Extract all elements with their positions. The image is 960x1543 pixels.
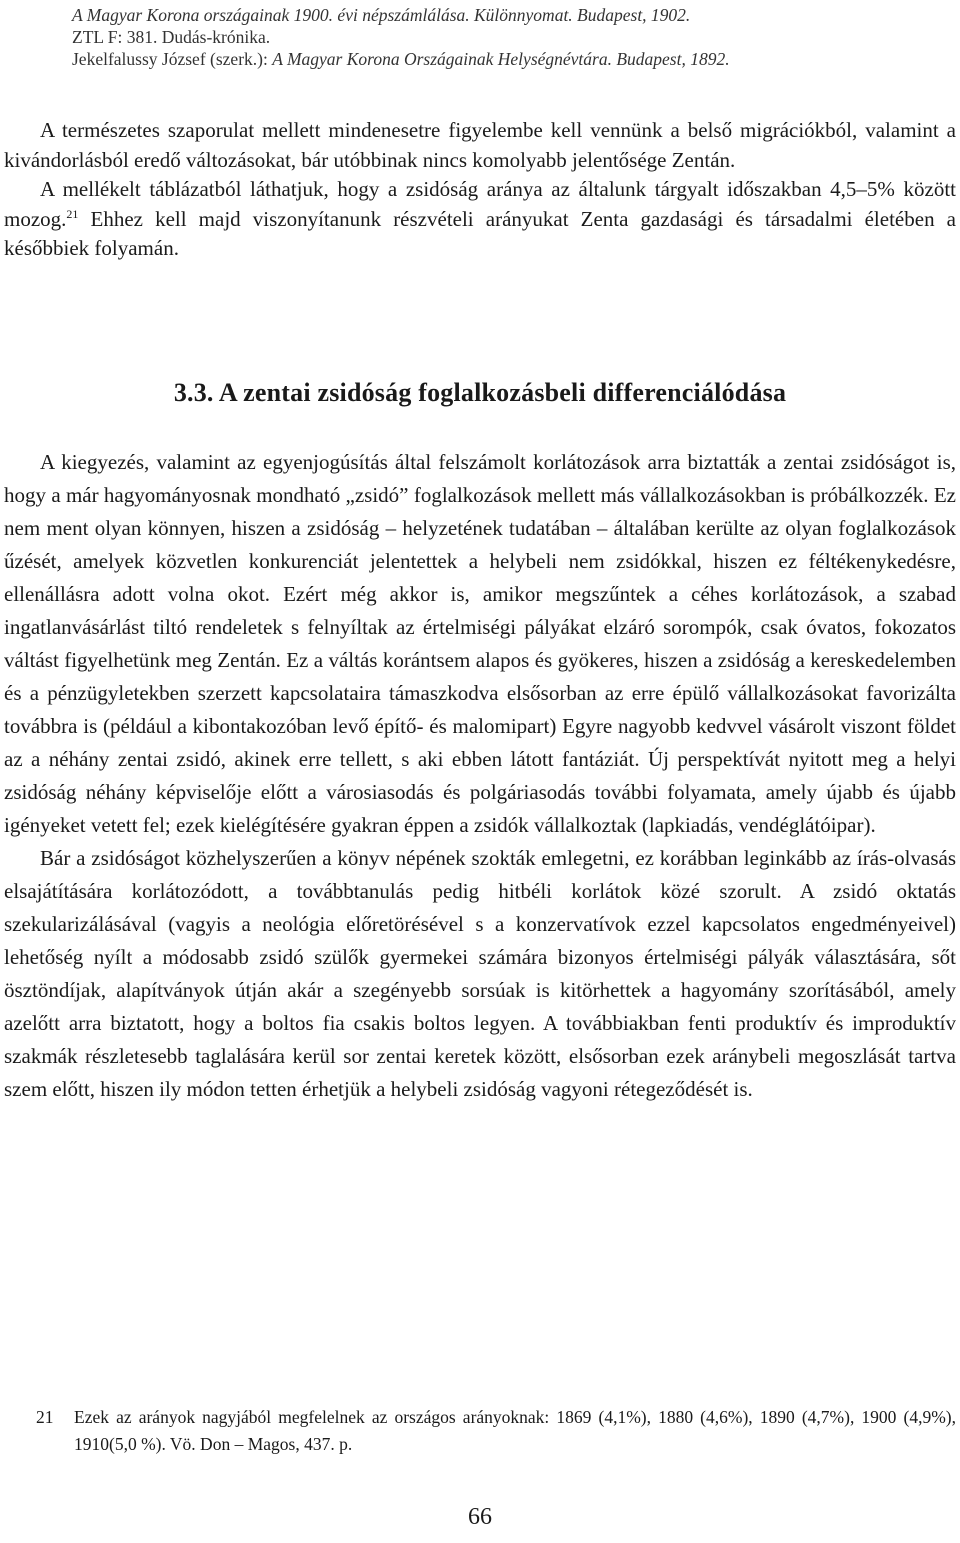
source-title: A Magyar Korona Országainak Helységnévtára. Budapest, 1892. (272, 49, 730, 69)
proportion-text-continued: Ehhez kell majd viszonyítanunk részvételi arányukat Zenta gazdasági és társadalmi életében a későbbiek folyamán. (4, 206, 956, 260)
footnote-reference[interactable]: 21 (66, 206, 79, 221)
intro-paragraph-proportion (4, 175, 956, 264)
body-paragraph-occupations: A kiegyezés, valamint az egyenjogúsítás által felszámolt korlátozások arra biztatták a zentai zsidóságot is, hogy a már hagyományosnak mondható „zsidó” foglalkozások mellett más vállalkozásokban is próbálkozzék. Ez nem ment olyan könnyen, hiszen a zsidóság – helyzetének tudatában – általában kerülte az olyan foglalkozások űzését, amelyek közvetlen konkurenciát jelentettek a helybeli nem zsidókkal, hiszen ez féltékenykedésre, ellenállásra adott volna okot. Ezért még akkor is, amikor megszűntek a céhes korlátozások, a szabad ingatlanvásárlást tiltó rendeletek s felnyíltak az értelmiségi pályákat elzáró sorompók, csak óvatos, fokozatos váltást figyelhetünk meg Zentán. Ez a váltás korántsem alapos és gyökeres, hiszen a zsidóság a kereskedelemben és a pénzügyletekben szerzett kapcsolataira támaszkodva elsősorban az erre épülő vállalkozásokat favorizálta továbbra is (például a kibontakozóban levő építő- és malomipart) Egyre nagyobb kedvvel vásárolt viszont földet az a néhány zentai zsidó, akinek erre tellett, s aki ebben látott fantáziát. Új perspektívát nyitott meg a helyi zsidóság néhány képviselője előtt a városiasodás és polgáriasodás további folyamata, amely újabb és újabb igényeket vetett fel; ezek kielégítésére gyakran éppen a zsidók vállalkoztak (lapkiadás, vendéglátóipar). (4, 450, 956, 837)
body-paragraph-education: Bár a zsidóságot közhelyszerűen a könyv népének szokták emlegetni, ez korábban leginkább az írás-olvasás elsajátítására korlátozódott, a továbbtanulás pedig hitbéli korlátok közé szorult. A zsidó oktatás szekularizálásával (vagyis a neológia előretörésével s a konzervatívok ezzel kapcsolatos engedményeivel) lehetőség nyílt a módosabb zsidó szülők gyermekei számára bizonyos értelmiségi pályák választására, sőt ösztöndíjak, alapítványok útján akár a szegényebb sorsúak is kitörhettek a hagyomány szorításából, amely azelőtt arra biztatott, hogy a boltos fia csakis boltos legyen. A továbbiakban fenti produktív és improduktív szakmák részletesebb taglalására kerül sor zentai keretek között, elsősorban ezek aránybeli megoszlását tartva szem előtt, hiszen ily módon tetten érhetjük a helybeli zsidóság vagyoni rétegeződését is. (4, 846, 956, 1101)
intro-paragraph-migration: A természetes szaporulat mellett mindenesetre figyelembe kell vennünk a belső migrációkból, valamint a kivándorlásból eredő változásokat, bár utóbbinak nincs komolyabb jelentősége Zentán. (4, 118, 956, 172)
source-line-chronicle: ZTL F: 381. Dudás-krónika. (72, 27, 271, 47)
source-list (72, 4, 932, 70)
source-line-census: A Magyar Korona országainak 1900. évi népszámlálása. Különnyomat. Budapest, 1902. (72, 5, 691, 25)
intro-text (4, 116, 956, 264)
page-number: 66 (468, 1504, 492, 1530)
footnote-text: Ezek az arányok nagyjából megfelelnek az országos arányoknak: 1869 (4,1%), 1880 (4,6%), 1890 (4,7%), 1900 (4,9%), 1910(5,0 %). Vö. Don – Magos, 437. p. (74, 1407, 956, 1454)
section-heading: 3.3. A zentai zsidóság foglalkozásbeli differenciálódása (173, 378, 787, 407)
section-body (4, 446, 956, 1106)
source-author: Jekelfalussy József (szerk.): (72, 49, 273, 69)
footnote (36, 1404, 956, 1458)
source-line-gazetteer (72, 48, 932, 70)
proportion-text: A mellékelt táblázatból láthatjuk, hogy a zsidóság aránya az általunk tárgyalt időszakban 4,5–5% között mozog. (4, 177, 956, 231)
footnote-number: 21 (36, 1407, 54, 1427)
